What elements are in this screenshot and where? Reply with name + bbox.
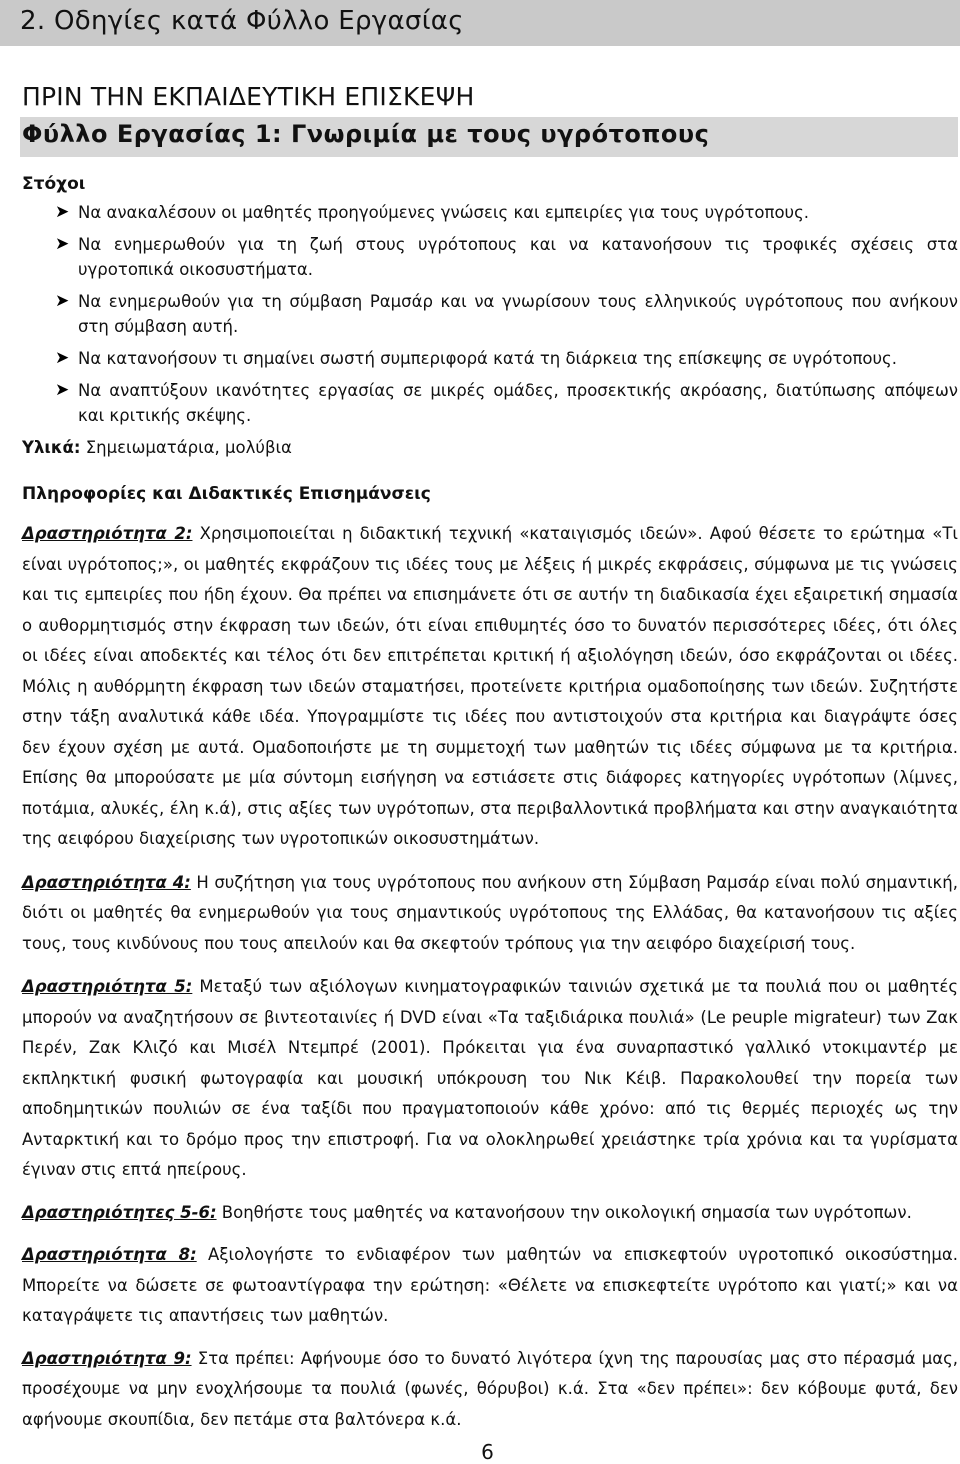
- activity-paragraph: [22, 519, 958, 855]
- section-heading: 2. Οδηγίες κατά Φύλλο Εργασίας: [0, 0, 960, 46]
- activity-label: Δραστηριότητα 8:: [22, 1245, 197, 1264]
- goal-text: Να ανακαλέσουν οι μαθητές προηγούμενες γνώσεις και εμπειρίες για τους υγρότοπους.: [78, 203, 810, 222]
- goals-label: Στόχοι: [22, 174, 86, 194]
- page-number: 6: [481, 1440, 494, 1464]
- goals-list: [22, 200, 958, 428]
- activity-paragraph: [22, 1198, 958, 1229]
- activity-text: Αξιολογήστε το ενδιαφέρον των μαθητών να επισκεφτούν υγροτοπικό οικοσύστημα. Μπορείτε να δώσετε σε φωτοαντίγραφα την ερώτηση: «Θέλετε να επισκεφτείτε υγρότοπο και γιατί;» και να καταγράψετε τις απαντήσεις των μαθητών.: [22, 1245, 958, 1325]
- goal-item: [22, 200, 958, 225]
- arrow-bullet-icon: ➤: [55, 234, 70, 254]
- activity-text: Βοηθήστε τους μαθητές να κατανοήσουν την οικολογική σημασία των υγρότοπων.: [221, 1202, 912, 1222]
- activity-text: Χρησιμοποιείται η διδακτική τεχνική «καταιγισμός ιδεών». Αφού θέσετε το ερώτημα «Τι είναι υγρότοπος;», οι μαθητές εκφράζουν τις ιδέες τους με λέξεις ή μικρές εκφράσεις, σύμφωνα με τις γνώσεις και τις εμπειρίες που ήδη έχουν. Θα πρέπει να επισημάνετε ότι σε αυτήν τη διαδικασία έχει εξαιρετική σημασία ο αυθορμητισμός στην έκφραση των ιδεών, ότι είναι επιθυμητές όσο το δυνατόν περισσότερες ιδέες, ότι όλες οι ιδέες είναι αποδεκτές και τέλος ότι δεν επιτρέπεται κριτική ή αξιολόγηση ιδεών, όσο εκφράζονται οι ιδέες. Μόλις η αυθόρμητη έκφραση των ιδεών σταματήσει, προτείνετε κριτήρια ομαδοποίησης των ιδεών. Συζητήστε στην τάξη αναλυτικά κάθε ιδέα. Υπογραμμίστε τις ιδέες που αντιστοιχούν στα κριτήρια και διαγράψτε όσες δεν έχουν σχέση με αυτά. Ομαδοποιήστε με τη συμμετοχή των μαθητών τις ιδέες σύμφωνα με τα κριτήρια. Επίσης θα μπορούσατε με μία σύντομη εισήγηση να εστιάσετε στις διάφορες κατηγορίες υγρότοπων (λίμνες, ποτάμια, αλυκές, έλη κ.ά), στις αξίες των υγρότοπων, στα περιβαλλοντικά προβλήματα και στην αναγκαιότητα της αειφόρου διαχείρισης των υγροτοπικών οικοσυστημάτων.: [22, 524, 958, 848]
- activity-label: Δραστηριότητα 4:: [22, 872, 191, 892]
- goal-text: Να κατανοήσουν τι σημαίνει σωστή συμπεριφορά κατά τη διάρκεια της επίσκεψης σε υγρότοπους.: [78, 349, 897, 368]
- activity-text: Η συζήτηση για τους υγρότοπους που ανήκουν στη Σύμβαση Ραμσάρ είναι πολύ σημαντική, διότι οι μαθητές θα ενημερωθούν για τους σημαντικούς υγρότοπους της Ελλάδας, θα κατανοήσουν τις αξίες τους, τους κινδύνους που τους απειλούν και θα σκεφτούν τρόπους για την αειφόρο διαχείρισή τους.: [22, 872, 958, 953]
- activity-text: Στα πρέπει: Αφήνουμε όσο το δυνατό λιγότερα ίχνη της παρουσίας μας στο πέρασμά μας, προσέχουμε να μην ενοχλήσουμε τα πουλιά (φωνές, θόρυβοι) κ.ά. Στα «δεν πρέπει»: δεν κόβουμε φυτά, δεν αφήνουμε σκουπίδια, δεν πετάμε στα βαλτόνερα κ.ά.: [22, 1348, 958, 1429]
- activity-label: Δραστηριότητες 5-6:: [22, 1202, 217, 1222]
- info-heading: Πληροφορίες και Διδακτικές Επισημάνσεις: [22, 484, 431, 504]
- activity-label: Δραστηριότητα 9:: [22, 1348, 192, 1368]
- arrow-bullet-icon: ➤: [55, 348, 70, 368]
- arrow-bullet-icon: ➤: [55, 202, 70, 222]
- goal-item: [22, 346, 958, 371]
- goal-item: [22, 378, 958, 428]
- goal-text: Να αναπτύξουν ικανότητες εργασίας σε μικρές ομάδες, προσεκτικής ακρόασης, διατύπωσης απόψεων και κριτικής σκέψης.: [78, 381, 958, 425]
- materials-label: Υλικά:: [22, 438, 81, 457]
- materials-text: Σημειωματάρια, μολύβια: [85, 438, 292, 457]
- arrow-bullet-icon: ➤: [55, 380, 70, 400]
- page-content: [22, 82, 958, 1435]
- activity-label: Δραστηριότητα 5:: [22, 977, 193, 996]
- activity-label: Δραστηριότητα 2:: [22, 524, 193, 543]
- goal-text: Να ενημερωθούν για τη σύμβαση Ραμσάρ και να γνωρίσουν τους ελληνικούς υγρότοπους που ανήκουν στη σύμβαση αυτή.: [78, 292, 958, 336]
- activity-paragraph: [22, 1344, 958, 1436]
- arrow-bullet-icon: ➤: [55, 291, 70, 311]
- activity-text: Μεταξύ των αξιόλογων κινηματογραφικών ταινιών σχετικά με τα πουλιά που οι μαθητές μπορούν να αναζητήσουν σε βιντεοταινίες ή DVD είναι «Τα ταξιδιάρικα πουλιά» (Le peuple migrateur) των Ζακ Περέν, Ζακ Κλιζό και Μισέλ Ντεμπρέ (2001). Πρόκειται για ένα συναρπαστικό γαλλικό ντοκιμαντέρ με εκπληκτική φυσική φωτογραφία και μουσική υπόκρουση του Νικ Κέιβ. Παρακολουθεί την πορεία των αποδημητικών πουλιών σε ένα ταξίδι που πραγματοποιούν κάθε χρόνο: από τις θερμές περιοχές ως την Ανταρκτική και το δρόμο προς την επιστροφή. Για να ολοκληρωθεί χρειάστηκε τρία χρόνια και τα γυρίσματα έγιναν στις επτά ηπείρους.: [22, 977, 958, 1179]
- activity-paragraph: [22, 972, 958, 1186]
- page-title: ΠΡΙΝ ΤΗΝ ΕΚΠΑΙΔΕΥΤΙΚΗ ΕΠΙΣΚΕΨΗ: [22, 82, 475, 111]
- materials: [22, 435, 958, 460]
- goal-text: Να ενημερωθούν για τη ζωή στους υγρότοπους και να κατανοήσουν τις τροφικές σχέσεις στα υγροτοπικά οικοσυστήματα.: [78, 235, 958, 279]
- worksheet-title: Φύλλο Εργασίας 1: Γνωριμία με τους υγρότοπους: [20, 117, 958, 157]
- goal-item: [22, 289, 958, 339]
- activity-paragraph: [22, 868, 958, 960]
- activity-paragraph: [22, 1240, 958, 1332]
- goal-item: [22, 232, 958, 282]
